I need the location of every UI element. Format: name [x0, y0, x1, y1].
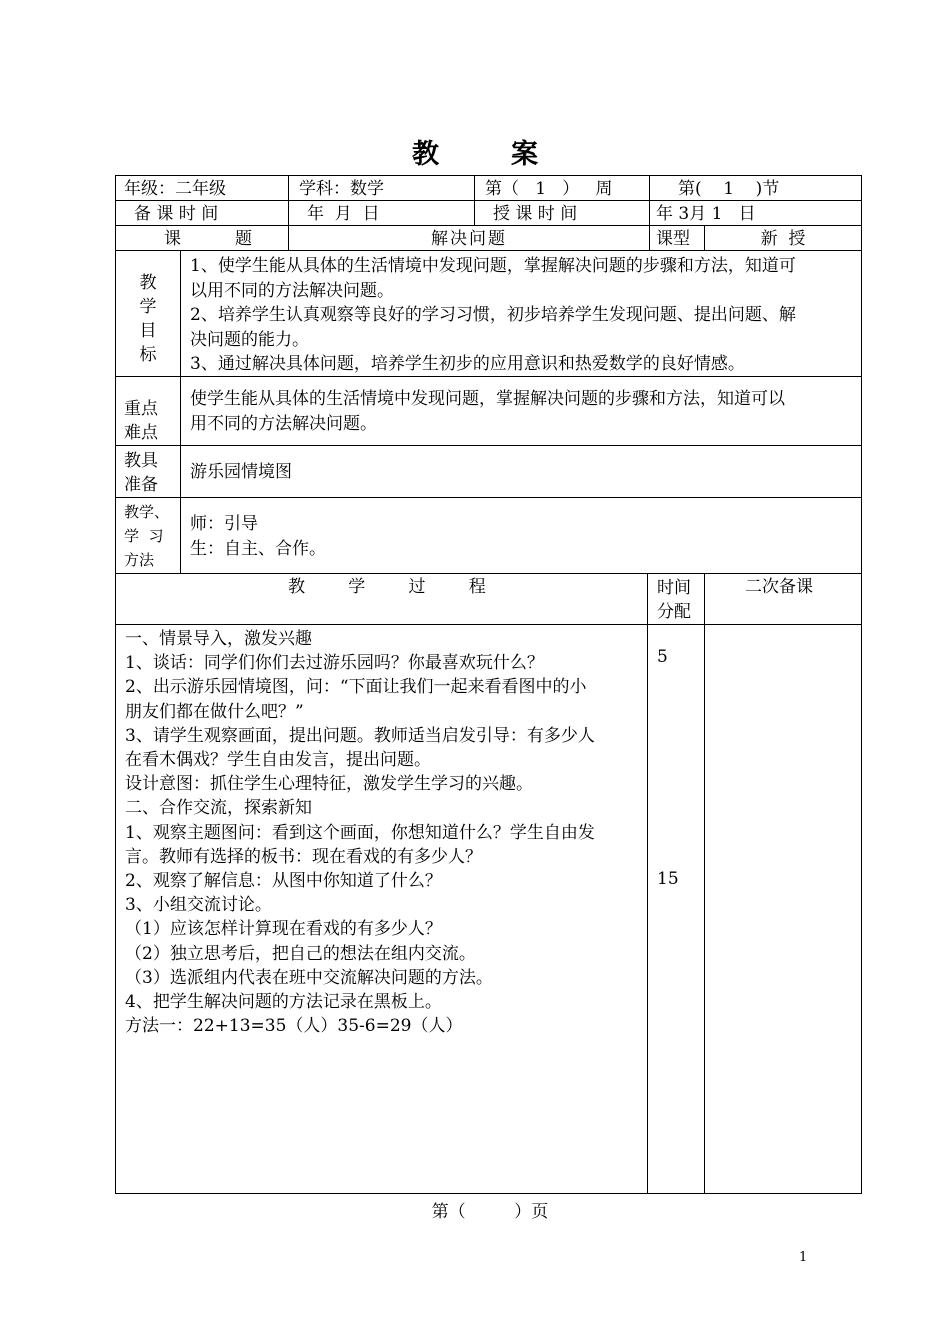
process-content: 一、情景导入，激发兴趣 1、谈话：同学们你们去过游乐园吗？你最喜欢玩什么？ 2、出示游乐园情境图，问：“下面让我们一起来看看图中的小 朋友们都在做什么吧？” 3、请学生观察画面，提出问题。教师适当启发引导：有多少人 在看木偶戏？学生自由发言，提出问题。 设计意图：抓住学生心理特征，激发学生学习的兴趣。 二、合作交流，探索新知 1、观察主题图问：看到这个画面，你想知道什么？学生自由发 言。教师有选择的板书：现在看戏的有多少人？ 2、观察了解信息：从图中你知道了什么？ 3、小组交流讨论。 （1）应该怎样计算现在看戏的有多少人？ （2）独立思考后，把自己的想法在组内交流。 （3）选派组内代表在班中交流解决问题的方法。 4、把学生解决问题的方法记录在黑板上。 方法一：22+13=35（人）35-6=29（人）: [115, 624, 648, 1194]
week-cell: 第（ 1 ） 周: [474, 175, 650, 201]
tools-content: 游乐园情境图: [180, 445, 862, 498]
time-value-2: 15: [657, 869, 679, 889]
page-footer: 第（ ）页: [431, 1202, 549, 1222]
time-content: [647, 624, 705, 1194]
key-points-label: 重点 难点: [115, 376, 181, 446]
subject-cell: 学科：数学: [288, 175, 475, 201]
page-title: 教 案: [412, 139, 538, 170]
second-prep-content: [704, 624, 862, 1194]
tools-label: 教具 准备: [115, 445, 181, 498]
key-points-content: 使学生能从具体的生活情境中发现问题，掌握解决问题的步骤和方法，知道可以 用不同的方法解决问题。: [180, 376, 862, 446]
teach-time-value: 年 3月 1 日: [649, 200, 862, 226]
time-header: 时间 分配: [647, 573, 705, 625]
topic-value: 解决问题: [288, 225, 650, 251]
lesson-cell: 第( 1 )节: [649, 175, 862, 201]
prep-time-value: 年 月 日: [288, 200, 475, 226]
time-value-1: 5: [657, 647, 668, 667]
methods-content: 师：引导 生：自主、合作。: [180, 497, 862, 574]
grade-cell: 年级：二年级: [115, 175, 289, 201]
page-number: 1: [799, 1250, 808, 1265]
prep-time-label: 备 课 时 间: [115, 200, 289, 226]
topic-label: 课 题: [115, 225, 289, 251]
methods-label: 教学、 学 习 方法: [115, 497, 181, 574]
type-label: 课型: [649, 225, 705, 251]
process-header: 教 学 过 程: [115, 573, 648, 625]
teach-time-label: 授 课 时 间: [474, 200, 650, 226]
second-prep-header: 二次备课: [704, 573, 862, 625]
type-value: 新 授: [704, 225, 862, 251]
objectives-content: 1、使学生能从具体的生活情境中发现问题，掌握解决问题的步骤和方法，知道可 以用不同的方法解决问题。 2、培养学生认真观察等良好的学习习惯，初步培养学生发现问题、提出问题、解 决问题的能力。 3、通过解决具体问题，培养学生初步的应用意识和热爱数学的良好情感。: [180, 250, 862, 377]
objectives-label: 教 学 目 标: [115, 250, 181, 377]
